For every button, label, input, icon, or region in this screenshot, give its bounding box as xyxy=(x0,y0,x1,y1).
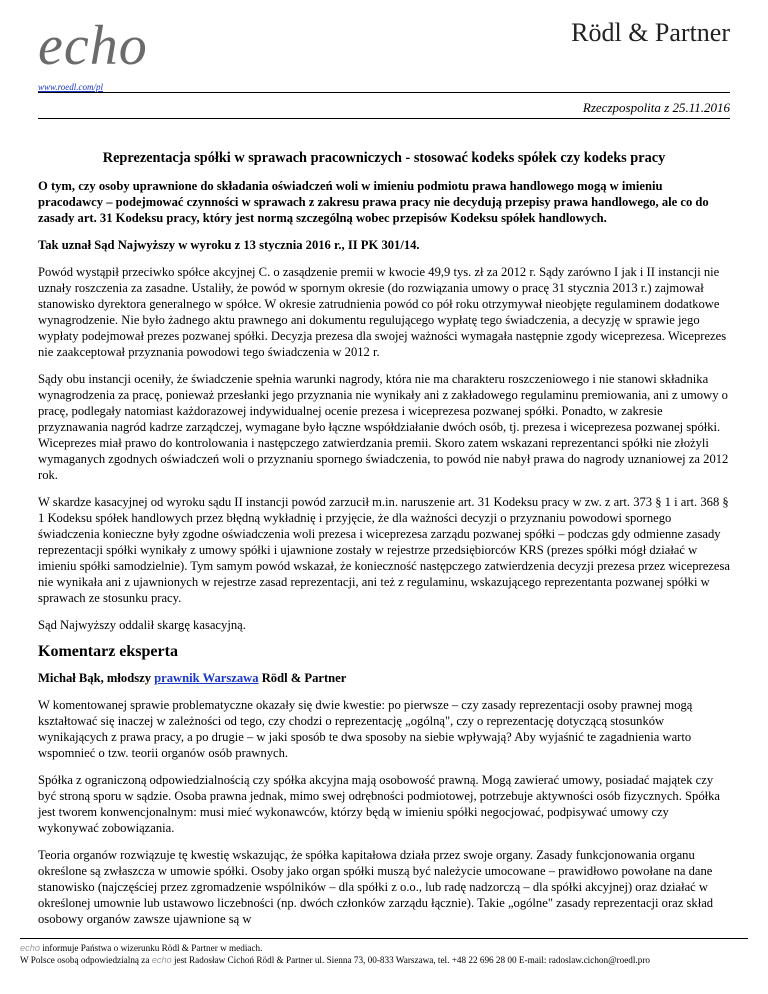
commentary-paragraph-2: Spółka z ograniczoną odpowiedzialnością czy spółka akcyjna mają osobowość prawną. Mogą zawierać umowy, posiadać majątek czy być stroną sporu w sądzie. Osoba prawna jednak, mimo swej odrębności podmiotowej, potrzebuje aktywności osób fizycznych. Spółka jest tworem konwencjonalnym: musi mieć wykonawców, którzy będą w imieniu spółki negocjować, podpisywać umowy czy wykonywać zobowiązania. xyxy=(38,773,720,835)
article-paragraph-1: Powód wystąpił przeciwko spółce akcyjnej C. o zasądzenie premii w kwocie 49,9 tys. zł za 2012 r. Sądy zarówno I jak i II instancji nie uznały roszczenia za zasadne. Ustaliły, że powód w spornym okresie (do rozwiązania umowy o pracę 31 stycznia 2013 r.) zajmował stanowisko dyrektora generalnego w spółce. W okresie zatrudnienia powód co pół roku otrzymywał nieobjęte regulaminem dodatkowe wynagrodzenie. Nie było żadnego aktu prawnego ani dokumentu regulującego wypłatę tego świadczenia, a decyzję w sprawie jego wypłaty podejmował prezes pozwanej spółki. Decyzja prezesa dla swojej ważności wymagała następnie zgody wiceprezesa. Wiceprezes nie zaakceptował przyznania powodowi tego świadczenia w 2012 r. xyxy=(38,265,727,359)
brand-name: Rödl & Partner xyxy=(571,18,730,47)
article-paragraph-2: Sądy obu instancji oceniły, że świadczenie spełnia warunki nagrody, która nie ma charakteru roszczeniowego i nie stanowi składnika wynagrodzenia za pracę, ponieważ przesłanki jego przyznania nie wynikały ani z zakładowego regulaminu premiowania, ani z umowy o pracę, podlegały natomiast każdorazowej indywidualnej ocenie prezesa i wiceprezesa pozwanej spółki. Ponadto, w zakresie przyznawania nagród kadrze zarządczej, wymagane było łączne współdziałanie dwóch osób, tj. prezesa i wiceprezesa pozwanej spółki. Wiceprezes miał prawo do kontrolowania i następczego zatwierdzania premii. Skoro zatem wskazani reprezentanci spółki nie złożyli wymaganych zgodnych oświadczeń woli o przyznaniu spornego świadczenia, to powód nie nabył prawa do nagrody uznaniowej za 2012 rok. xyxy=(38,372,729,482)
author-suffix: Rödl & Partner xyxy=(258,671,347,685)
header-divider xyxy=(38,92,730,93)
article-paragraph-4: Sąd Najwyższy oddalił skargę kasacyjną. xyxy=(38,618,246,632)
commentary-heading: Komentarz eksperta xyxy=(38,643,178,660)
commentary-paragraph-1: W komentowanej sprawie problematyczne okazały się dwie kwestie: po pierwsze – czy zasady reprezentacji osoby prawnej mogą kształtować się inaczej w zależności od tego, czy chodzi o reprezentację „ogólną", czy o reprezentację dotyczącą stosunków wynikających z prawa pracy, a po drugie – w jaki sposób te dwa sposoby na siebie wpływają? Aby wyjaśnić te zagadnienia warto wspomnieć o tzw. teorii organów osób prawnych. xyxy=(38,698,693,760)
article-paragraph-3: W skardze kasacyjnej od wyroku sądu II instancji powód zarzucił m.in. naruszenie art. 31 Kodeksu pracy w zw. z art. 373 § 1 i art. 368 § 1 Kodeksu spółek handlowych przez błędną wykładnię i przyjęcie, że dla ważności decyzji o przyznaniu powodowi spornego świadczenia konieczne były zgodne oświadczenia woli prezesa i wiceprezesa zarządu pozwanej spółki – podczas gdy odmienne zasady reprezentacji spółki wynikały z umowy spółki i ujawnione zostały w rejestrze przedsiębiorców KRS (prezes spółki mógł działać w imieniu spółki samodzielnie). Tym samym powód wskazał, że konieczność następczego zatwierdzenia decyzji prezesa przez wiceprezesa nie wynikała ani z ujawnionych w rejestrze zasad reprezentacji, ani też z regulaminu, wskazującego reprezentanta pozwanej spółki w sprawach ze stosunku pracy. xyxy=(38,495,730,605)
publication-source: Rzeczpospolita z 25.11.2016 xyxy=(582,100,730,115)
article-lead: O tym, czy osoby uprawnione do składania oświadczeń woli w imieniu podmiotu prawa handlowego mogą w imieniu pracodawcy – podejmować czynności w sprawach z zakresu prawa pracy nie decydują przepisy prawa handlowego, ale co do zasady art. 31 Kodeksu pracy, który jest normą szczególną wobec przepisów Kodeksu spółek handlowych. xyxy=(38,179,709,225)
footer-echo-mark: echo xyxy=(20,943,40,953)
author-prefix: Michał Bąk, młodszy xyxy=(38,671,155,685)
commentary-author xyxy=(38,670,730,686)
article-content xyxy=(38,150,730,938)
footer-line-1 xyxy=(20,942,748,954)
footer-line-2-text: jest Radosław Cichoń Rödl & Partner ul. Sienna 73, 00-833 Warszawa, tel. +48 22 696 28 00 E-mail: radoslaw.cichon@roedl.pro xyxy=(171,955,650,965)
article-title: Reprezentacja spółki w sprawach pracowniczych - stosować kodeks spółek czy kodeks pracy xyxy=(102,150,666,166)
commentary-paragraph-3: Teoria organów rozwiązuje tę kwestię wskazując, że spółka kapitałowa działa przez swoje organy. Zasady funkcjonowania organu określone są zwłaszcza w umowie spółki. Osoby jako organ spółki muszą być należycie umocowane – prawidłowo powołane na dane stanowisko (najczęściej przez zgromadzenie wspólników – dla spółki z o.o., lub radę nadzorczą – dla spółki akcyjnej) oraz działać w określonej umownie lub ustawowo liczebności (np. dwóch członków zarządu łącznie). Takie „ogólne" zasady reprezentacji oraz skład osobowy organów zawsze ujawnione są w xyxy=(38,848,714,926)
page-footer xyxy=(20,938,748,966)
website-link[interactable]: www.roedl.com/pl xyxy=(38,82,103,92)
footer-line-2-start: W Polsce osobą odpowiedzialną za xyxy=(20,955,152,965)
source-divider xyxy=(38,118,730,119)
echo-logo: echo xyxy=(38,15,148,77)
article-ruling: Tak uznał Sąd Najwyższy w wyroku z 13 stycznia 2016 r., II PK 301/14. xyxy=(38,238,420,252)
footer-line-1-text: informuje Państwa o wizerunku Rödl & Partner w mediach. xyxy=(39,943,263,953)
lawyer-warsaw-link[interactable]: prawnik Warszawa xyxy=(154,671,259,685)
footer-line-2 xyxy=(20,954,748,966)
footer-echo-mark-2: echo xyxy=(151,955,172,965)
